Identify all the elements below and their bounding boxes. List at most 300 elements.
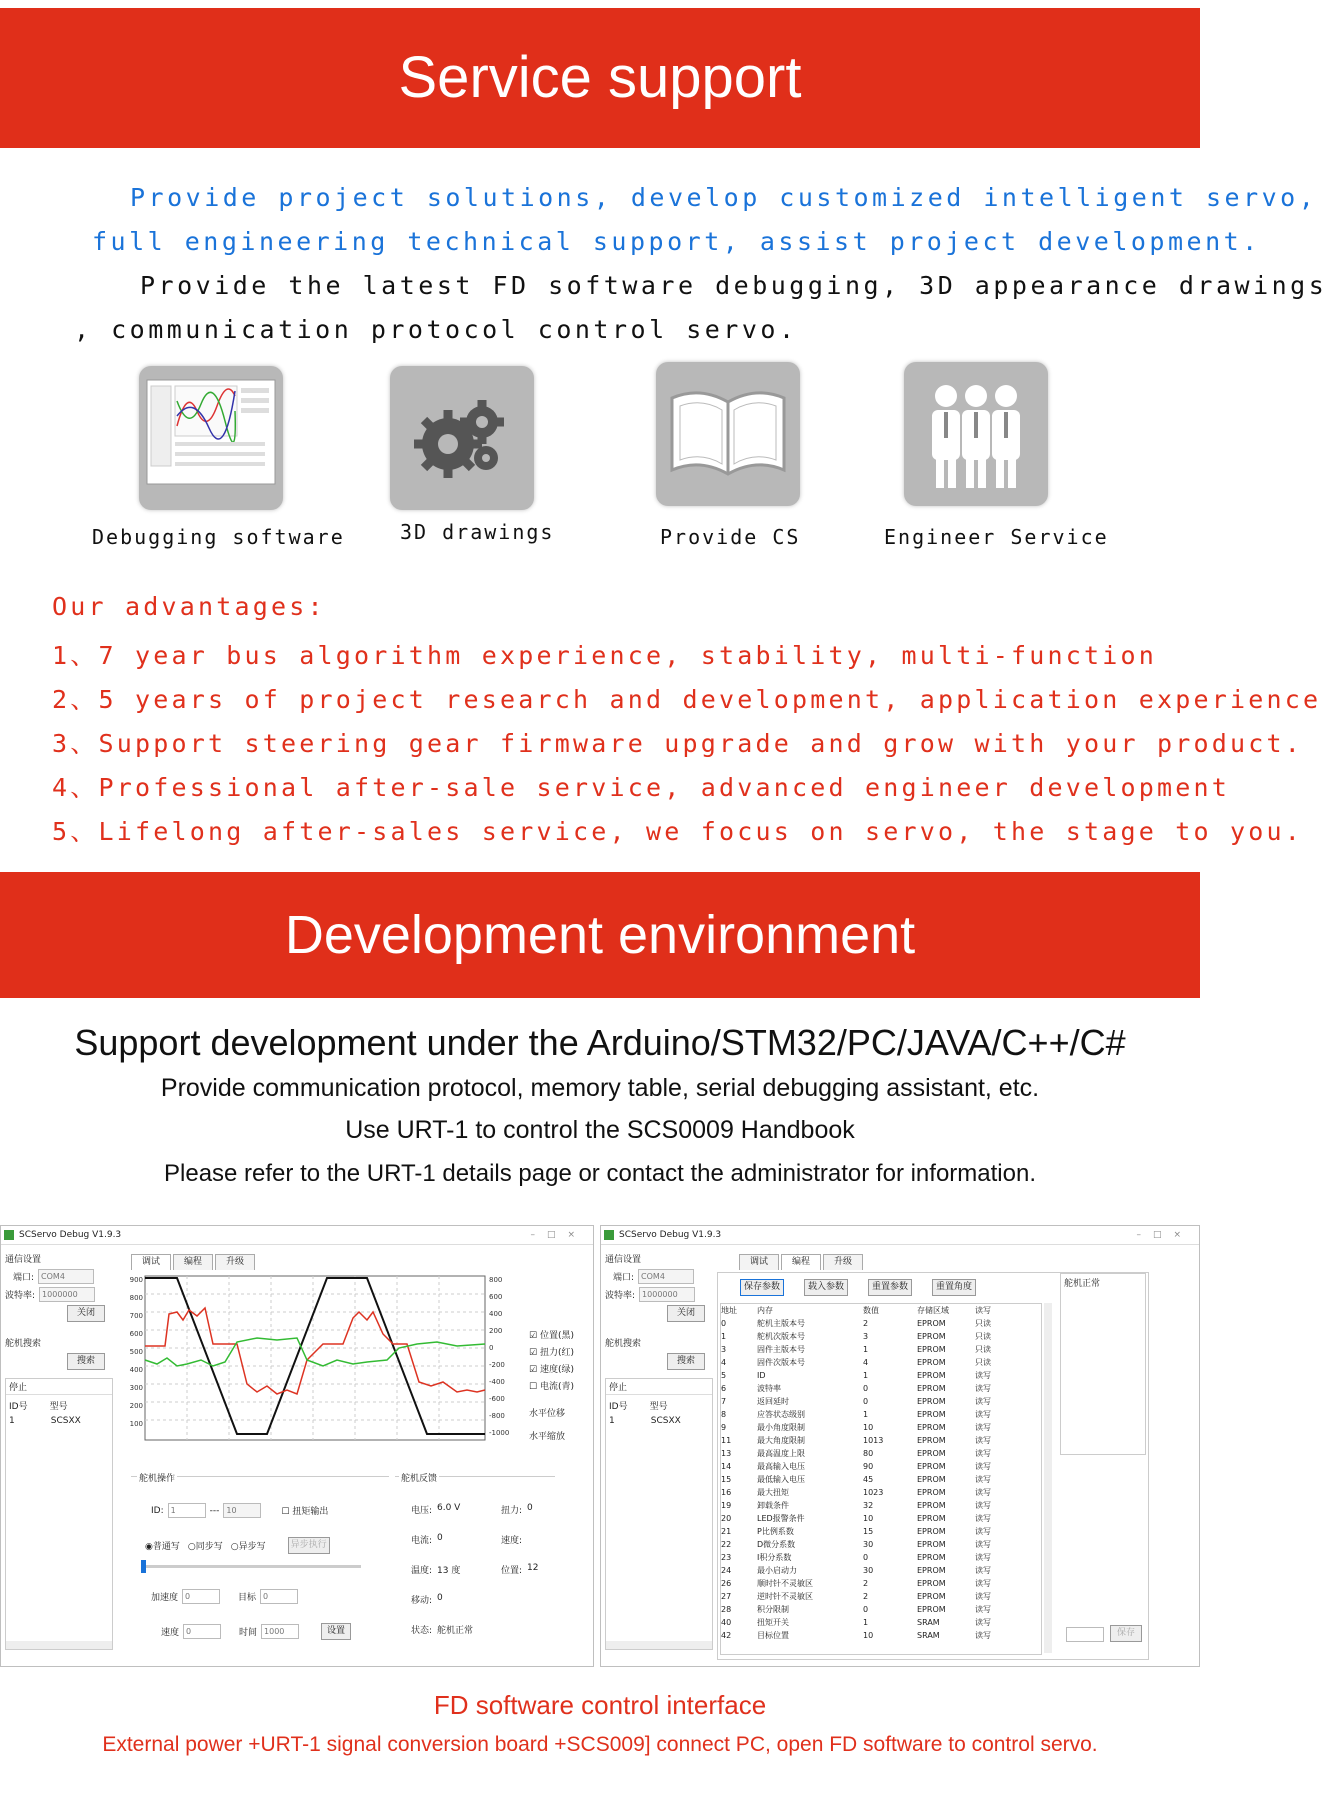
table-cell: 波特率 xyxy=(757,1384,781,1393)
radio-normal-write[interactable]: ◉普通写 xyxy=(145,1542,180,1552)
radio-sync-write[interactable]: ○同步写 xyxy=(187,1542,223,1552)
intro-line-3: Provide the latest FD software debugging, 3D appearance drawings xyxy=(140,271,1327,300)
fb-value: 6.0 V xyxy=(437,1503,461,1513)
table-cell: EPROM xyxy=(917,1553,946,1562)
table-cell: 读写 xyxy=(975,1527,991,1536)
y-left-tick: 700 xyxy=(129,1312,143,1320)
table-cell: 0 xyxy=(863,1397,869,1406)
table-cell: 1 xyxy=(863,1371,869,1380)
table-cell: 22 xyxy=(721,1540,732,1549)
memory-table xyxy=(721,1304,997,1642)
table-row[interactable] xyxy=(721,1408,997,1421)
col-header: 存储区域 xyxy=(917,1306,949,1315)
h-zoom-label: 水平缩放 xyxy=(529,1432,566,1442)
time-input[interactable]: 1000 xyxy=(261,1624,299,1639)
table-cell: 80 xyxy=(863,1449,874,1458)
open-book-icon xyxy=(656,362,800,506)
table-cell: EPROM xyxy=(917,1358,946,1367)
chart-y-ticks-left xyxy=(130,1276,143,1428)
slider-thumb[interactable] xyxy=(141,1560,146,1573)
y-left-tick: 100 xyxy=(129,1420,143,1428)
table-cell: LED报警条件 xyxy=(757,1514,805,1523)
table-cell: EPROM xyxy=(917,1397,946,1406)
table-cell: 只读 xyxy=(975,1345,991,1354)
col-header: 内存 xyxy=(757,1306,773,1315)
advantage-item-2: 2、5 years of project research and development, application experience xyxy=(52,685,1322,714)
table-cell: EPROM xyxy=(917,1527,946,1536)
table-cell: D微分系数 xyxy=(757,1540,796,1549)
baud-select[interactable]: 1000000 xyxy=(639,1287,695,1302)
table-cell: 读写 xyxy=(975,1397,991,1406)
servo-model: SCSXX xyxy=(650,1416,681,1426)
fb-label: 状态: xyxy=(411,1626,433,1636)
search-button[interactable]: 搜索 xyxy=(67,1353,105,1370)
table-cell: EPROM xyxy=(917,1475,946,1484)
table-cell: 0 xyxy=(863,1605,869,1614)
table-cell: 11 xyxy=(721,1436,732,1445)
table-row[interactable] xyxy=(721,1460,997,1473)
table-cell: I积分系数 xyxy=(757,1553,792,1562)
y-right-tick: 0 xyxy=(489,1344,494,1352)
fb-value: 舵机正常 xyxy=(437,1626,474,1636)
table-cell: 19 xyxy=(721,1501,732,1510)
table-row[interactable] xyxy=(721,1421,997,1434)
table-cell: 15 xyxy=(863,1527,874,1536)
fb-value: 0 xyxy=(437,1593,443,1603)
speed-input[interactable]: 0 xyxy=(183,1624,221,1639)
table-cell: 读写 xyxy=(975,1579,991,1588)
search-button[interactable]: 搜索 xyxy=(667,1353,705,1370)
table-cell: EPROM xyxy=(917,1410,946,1419)
table-cell: 20 xyxy=(721,1514,732,1523)
fb-label: 位置: xyxy=(501,1566,523,1576)
servo-list-row[interactable] xyxy=(606,1416,712,1426)
table-cell: 舵机主版本号 xyxy=(757,1319,805,1328)
table-cell: 10 xyxy=(863,1514,874,1523)
table-cell: 读写 xyxy=(975,1371,991,1380)
table-cell: 16 xyxy=(721,1488,732,1497)
table-row[interactable] xyxy=(721,1343,997,1356)
table-cell: 24 xyxy=(721,1566,732,1575)
col-header: 地址 xyxy=(721,1306,737,1315)
reset-params-button[interactable]: 重置参数 xyxy=(868,1279,912,1296)
baud-label: 波特率: xyxy=(5,1291,36,1301)
fb-value: 13 度 xyxy=(437,1566,461,1576)
servo-search-label: 舵机搜索 xyxy=(605,1339,642,1349)
close-port-button[interactable]: 关闭 xyxy=(667,1305,705,1322)
table-cell: 0 xyxy=(721,1319,727,1328)
service-label-cs: Provide CS xyxy=(660,525,801,549)
horizontal-scrollbar[interactable] xyxy=(6,1641,112,1649)
table-row[interactable] xyxy=(721,1317,997,1330)
baud-label: 波特率: xyxy=(605,1291,636,1301)
table-cell: 读写 xyxy=(975,1566,991,1575)
radio-label: 同步写 xyxy=(195,1542,223,1552)
table-cell: 读写 xyxy=(975,1605,991,1614)
window-title: SCServo Debug V1.9.3 xyxy=(19,1230,122,1240)
y-left-tick: 200 xyxy=(129,1402,143,1410)
table-cell: 30 xyxy=(863,1566,874,1575)
fb-label: 移动: xyxy=(411,1596,433,1606)
table-cell: 读写 xyxy=(975,1514,991,1523)
caption-subtitle: External power +URT-1 signal conversion board +SCS009] connect PC, open FD software to control servo. xyxy=(102,1733,1098,1756)
table-cell: 10 xyxy=(863,1631,874,1640)
table-cell: 逆时针不灵敏区 xyxy=(757,1592,813,1601)
table-row[interactable] xyxy=(721,1447,997,1460)
service-label-3d: 3D drawings xyxy=(400,520,555,544)
y-left-tick: 800 xyxy=(129,1294,143,1302)
dev-headline: Support development under the Arduino/STM32/PC/JAVA/C++/C# xyxy=(74,1022,1126,1063)
fb-label: 电压: xyxy=(411,1506,433,1516)
table-cell: 1023 xyxy=(863,1488,884,1497)
servo-list[interactable] xyxy=(5,1378,113,1650)
table-cell: 40 xyxy=(721,1618,732,1627)
check-torque[interactable]: ☑ 扭力(红) xyxy=(529,1348,574,1358)
reset-angle-button[interactable]: 重置角度 xyxy=(932,1279,976,1296)
table-cell: 4 xyxy=(863,1358,869,1367)
port-label: 端口: xyxy=(13,1273,35,1283)
window-titlebar xyxy=(601,1226,1199,1245)
table-cell: 最高温度上限 xyxy=(757,1449,805,1458)
check-speed[interactable]: ☑ 速度(绿) xyxy=(529,1365,574,1375)
table-cell: 1 xyxy=(721,1332,727,1341)
load-params-button[interactable]: 载入参数 xyxy=(804,1279,848,1296)
table-cell: 28 xyxy=(721,1605,732,1614)
y-right-tick: -200 xyxy=(489,1361,505,1369)
table-cell: 27 xyxy=(721,1592,732,1601)
check-current[interactable]: ☐ 电流(青) xyxy=(529,1382,574,1392)
debug-window xyxy=(0,1225,594,1667)
table-cell: EPROM xyxy=(917,1384,946,1393)
y-left-tick: 600 xyxy=(129,1330,143,1338)
servo-list-row[interactable] xyxy=(6,1416,112,1426)
table-cell: 最大角度限制 xyxy=(757,1436,805,1445)
table-cell: 2 xyxy=(863,1319,869,1328)
table-cell: 读写 xyxy=(975,1488,991,1497)
table-cell: 只读 xyxy=(975,1319,991,1328)
target-input[interactable]: 0 xyxy=(260,1589,298,1604)
table-row[interactable] xyxy=(721,1590,997,1603)
table-cell: EPROM xyxy=(917,1488,946,1497)
torque-output-label: 扭矩输出 xyxy=(292,1507,329,1517)
save-value-input[interactable] xyxy=(1066,1627,1104,1642)
table-cell: EPROM xyxy=(917,1423,946,1432)
table-cell: 2 xyxy=(863,1579,869,1588)
table-cell: 7 xyxy=(721,1397,727,1406)
table-cell: EPROM xyxy=(917,1436,946,1445)
table-cell: 应答状态级别 xyxy=(757,1410,805,1419)
table-cell: 23 xyxy=(721,1553,732,1562)
port-select[interactable]: COM4 xyxy=(38,1269,94,1284)
trace-checkboxes xyxy=(529,1328,574,1446)
left-panel xyxy=(5,1248,113,1662)
fb-value: 0 xyxy=(527,1503,533,1513)
table-cell: EPROM xyxy=(917,1540,946,1549)
table-row[interactable] xyxy=(721,1538,997,1551)
comm-settings-label: 通信设置 xyxy=(605,1255,642,1265)
table-cell: 读写 xyxy=(975,1501,991,1510)
table-cell: SRAM xyxy=(917,1631,940,1640)
check-label: 位置(黑) xyxy=(539,1331,574,1341)
table-cell: 1 xyxy=(863,1345,869,1354)
service-support-title: Service support xyxy=(398,45,802,110)
table-cell: EPROM xyxy=(917,1371,946,1380)
tab-upgrade[interactable]: 升级 xyxy=(215,1254,255,1270)
horizontal-scrollbar[interactable] xyxy=(606,1641,712,1649)
table-cell: 1013 xyxy=(863,1436,884,1445)
accel-input[interactable]: 0 xyxy=(182,1589,220,1604)
table-cell: EPROM xyxy=(917,1501,946,1510)
intro-line-4: , communication protocol control servo. xyxy=(74,315,798,344)
window-controls[interactable]: –□× xyxy=(1136,1230,1193,1240)
window-title: SCServo Debug V1.9.3 xyxy=(619,1230,722,1240)
y-right-tick: -400 xyxy=(489,1378,505,1386)
table-cell: 8 xyxy=(721,1410,727,1419)
servo-model: SCSXX xyxy=(50,1416,81,1426)
id-column-header: ID号 xyxy=(609,1402,628,1412)
table-cell: 3 xyxy=(721,1345,727,1354)
status-box xyxy=(1060,1273,1146,1455)
table-row[interactable] xyxy=(721,1564,997,1577)
table-cell: P比例系数 xyxy=(757,1527,794,1536)
table-cell: ID xyxy=(757,1371,766,1380)
table-cell: 读写 xyxy=(975,1592,991,1601)
table-cell: 15 xyxy=(721,1475,732,1484)
servo-operation-panel: 舵机操作 ID: 1 --- 10 ☐ 扭矩输出 ◉普通写 ○同步写 ○异步写 异步执行 加速度 0 目标 0 速度 0 时间 1000 设置 xyxy=(131,1476,389,1657)
speed-label: 速度 xyxy=(161,1628,180,1638)
y-left-tick: 500 xyxy=(129,1348,143,1356)
memory-table-header xyxy=(721,1304,997,1317)
y-left-tick: 900 xyxy=(129,1276,143,1284)
y-left-tick: 300 xyxy=(129,1384,143,1392)
close-port-button[interactable]: 关闭 xyxy=(67,1305,105,1322)
app-icon xyxy=(4,1230,14,1240)
table-cell: 读写 xyxy=(975,1540,991,1549)
table-cell: 读写 xyxy=(975,1384,991,1393)
table-cell: 最高输入电压 xyxy=(757,1462,805,1471)
table-cell: EPROM xyxy=(917,1605,946,1614)
servo-search-label: 舵机搜索 xyxy=(5,1339,42,1349)
y-left-tick: 400 xyxy=(129,1366,143,1374)
table-cell: 32 xyxy=(863,1501,874,1510)
accel-label: 加速度 xyxy=(151,1593,179,1603)
table-row[interactable] xyxy=(721,1551,997,1564)
table-cell: 14 xyxy=(721,1462,732,1471)
fb-value xyxy=(527,1533,557,1546)
service-label-engineer: Engineer Service xyxy=(884,525,1109,549)
tab-bar xyxy=(131,1254,257,1270)
radio-async-write[interactable]: ○异步写 xyxy=(230,1542,266,1552)
table-cell: 5 xyxy=(721,1371,727,1380)
target-label: 目标 xyxy=(238,1593,257,1603)
service-support-banner xyxy=(0,8,1200,148)
servo-waveform-plot xyxy=(127,1274,527,1454)
tab-debug[interactable]: 调试 xyxy=(131,1254,171,1270)
advantage-item-3: 3、Support steering gear firmware upgrade and grow with your product. xyxy=(52,729,1304,758)
time-label: 时间 xyxy=(239,1628,258,1638)
window-titlebar xyxy=(1,1226,593,1245)
model-column-header: 型号 xyxy=(649,1402,668,1412)
table-cell: EPROM xyxy=(917,1514,946,1523)
stop-label: 停止 xyxy=(6,1379,112,1395)
service-label-debugging: Debugging software xyxy=(92,525,345,549)
tab-program[interactable]: 编程 xyxy=(173,1254,213,1270)
table-cell: 最大扭矩 xyxy=(757,1488,789,1497)
table-cell: 21 xyxy=(721,1527,732,1536)
table-row[interactable] xyxy=(721,1356,997,1369)
table-cell: 读写 xyxy=(975,1631,991,1640)
status-text: 舵机正常 xyxy=(1064,1279,1101,1289)
port-label: 端口: xyxy=(613,1273,635,1283)
table-row[interactable] xyxy=(721,1434,997,1447)
dev-line-2: Use URT-1 to control the SCS0009 Handbook xyxy=(345,1116,855,1144)
table-cell: 13 xyxy=(721,1449,732,1458)
comm-settings-label: 通信设置 xyxy=(5,1255,42,1265)
table-row[interactable] xyxy=(721,1330,997,1343)
table-cell: 读写 xyxy=(975,1475,991,1484)
window-controls[interactable]: –□× xyxy=(530,1230,587,1240)
table-row[interactable] xyxy=(721,1395,997,1408)
intro-line-2: full engineering technical support, assist project development. xyxy=(92,227,1261,256)
servo-id: 1 xyxy=(609,1416,615,1426)
h-shift-label: 水平位移 xyxy=(529,1409,566,1419)
development-environment-banner xyxy=(0,872,1200,998)
table-cell: 0 xyxy=(863,1384,869,1393)
y-right-tick: -600 xyxy=(489,1395,505,1403)
baud-select[interactable]: 1000000 xyxy=(39,1287,95,1302)
stop-label: 停止 xyxy=(606,1379,712,1395)
table-cell: 26 xyxy=(721,1579,732,1588)
id-input-end[interactable]: 10 xyxy=(223,1503,261,1518)
check-label: 扭力(红) xyxy=(539,1348,574,1358)
table-cell: EPROM xyxy=(917,1462,946,1471)
id-input[interactable]: 1 xyxy=(168,1503,206,1518)
y-right-tick: 800 xyxy=(489,1276,503,1284)
table-row[interactable] xyxy=(721,1629,997,1642)
check-label: 速度(绿) xyxy=(539,1365,574,1375)
table-cell: EPROM xyxy=(917,1345,946,1354)
table-cell: 读写 xyxy=(975,1423,991,1432)
table-cell: EPROM xyxy=(917,1319,946,1328)
async-execute-button[interactable]: 异步执行 xyxy=(288,1537,330,1554)
memory-table-container xyxy=(720,1303,1042,1655)
servo-id: 1 xyxy=(9,1416,15,1426)
tab-program[interactable]: 编程 xyxy=(781,1254,821,1270)
y-right-tick: 400 xyxy=(489,1310,503,1318)
table-cell: EPROM xyxy=(917,1332,946,1341)
advantages-heading: Our advantages: xyxy=(52,592,326,621)
save-params-button[interactable]: 保存参数 xyxy=(740,1279,784,1296)
table-cell: 9 xyxy=(721,1423,727,1432)
table-cell: EPROM xyxy=(917,1592,946,1601)
y-right-tick: -1000 xyxy=(489,1429,510,1437)
table-row[interactable] xyxy=(721,1499,997,1512)
servo-feedback-panel xyxy=(395,1476,555,1657)
engineers-team-icon xyxy=(904,362,1048,506)
program-window xyxy=(600,1225,1200,1667)
fb-value: 0 xyxy=(437,1533,443,1543)
memory-table-scrollbar[interactable] xyxy=(1044,1303,1052,1653)
tab-debug[interactable]: 调试 xyxy=(739,1254,779,1270)
fb-label: 温度: xyxy=(411,1566,433,1576)
table-row[interactable] xyxy=(721,1577,997,1590)
fb-value: 12 xyxy=(527,1563,539,1573)
table-cell: 1 xyxy=(863,1410,869,1419)
app-icon xyxy=(604,1230,614,1240)
radio-label: 普通写 xyxy=(152,1542,180,1552)
servo-list[interactable] xyxy=(605,1378,713,1650)
table-cell: 读写 xyxy=(975,1618,991,1627)
table-cell: EPROM xyxy=(917,1449,946,1458)
port-select[interactable]: COM4 xyxy=(638,1269,694,1284)
col-header: 读写 xyxy=(975,1306,991,1315)
servo-feedback-label: 舵机反馈 xyxy=(399,1471,439,1484)
check-label: 电流(青) xyxy=(539,1382,574,1392)
table-cell: 读写 xyxy=(975,1553,991,1562)
dev-line-3: Please refer to the URT-1 details page or contact the administrator for information. xyxy=(164,1160,1036,1187)
gears-icon xyxy=(390,366,534,510)
table-cell: 30 xyxy=(863,1540,874,1549)
table-cell: 返回延时 xyxy=(757,1397,789,1406)
fb-label: 扭力: xyxy=(501,1506,523,1516)
table-cell: 42 xyxy=(721,1631,732,1640)
table-cell: 最小启动力 xyxy=(757,1566,797,1575)
table-cell: 读写 xyxy=(975,1462,991,1471)
table-row[interactable] xyxy=(721,1382,997,1395)
set-button[interactable]: 设置 xyxy=(321,1623,351,1640)
position-slider[interactable] xyxy=(141,1565,361,1568)
table-cell: 顺时针不灵敏区 xyxy=(757,1579,813,1588)
save-button[interactable]: 保存 xyxy=(1110,1625,1142,1642)
table-cell: 45 xyxy=(863,1475,874,1484)
table-cell: 读写 xyxy=(975,1449,991,1458)
table-row[interactable] xyxy=(721,1473,997,1486)
advantage-item-4: 4、Professional after-sale service, advanced engineer development xyxy=(52,773,1231,802)
fb-label: 速度: xyxy=(501,1536,523,1546)
table-cell: 最低输入电压 xyxy=(757,1475,805,1484)
table-cell: 读写 xyxy=(975,1436,991,1445)
debug-software-screenshot-icon xyxy=(139,366,283,510)
table-cell: EPROM xyxy=(917,1566,946,1575)
check-position[interactable]: ☑ 位置(黑) xyxy=(529,1331,574,1341)
advantage-item-5: 5、Lifelong after-sales service, we focus on servo, the stage to you. xyxy=(52,817,1304,846)
table-cell: 积分限制 xyxy=(757,1605,789,1614)
table-row[interactable] xyxy=(721,1603,997,1616)
model-column-header: 型号 xyxy=(49,1402,68,1412)
table-cell: 固件次版本号 xyxy=(757,1358,805,1367)
table-row[interactable] xyxy=(721,1616,997,1629)
table-cell: 舵机次版本号 xyxy=(757,1332,805,1341)
table-row[interactable] xyxy=(721,1369,997,1382)
tab-upgrade[interactable]: 升级 xyxy=(823,1254,863,1270)
table-row[interactable] xyxy=(721,1512,997,1525)
table-cell: 扭矩开关 xyxy=(757,1618,789,1627)
table-cell: 1 xyxy=(863,1618,869,1627)
left-panel xyxy=(605,1248,713,1662)
chart-y-ticks-right xyxy=(489,1276,509,1437)
y-right-tick: 200 xyxy=(489,1327,503,1335)
col-header: 数值 xyxy=(863,1306,879,1315)
table-cell: 2 xyxy=(863,1592,869,1601)
fb-label: 电流: xyxy=(411,1536,433,1546)
table-row[interactable] xyxy=(721,1486,997,1499)
intro-line-1: Provide project solutions, develop customized intelligent servo, xyxy=(130,183,1318,212)
table-row[interactable] xyxy=(721,1525,997,1538)
table-cell: 只读 xyxy=(975,1332,991,1341)
table-cell: 最小角度限制 xyxy=(757,1423,805,1432)
torque-output-check[interactable]: ☐ 扭矩输出 xyxy=(281,1507,329,1517)
table-cell: 固件主版本号 xyxy=(757,1345,805,1354)
